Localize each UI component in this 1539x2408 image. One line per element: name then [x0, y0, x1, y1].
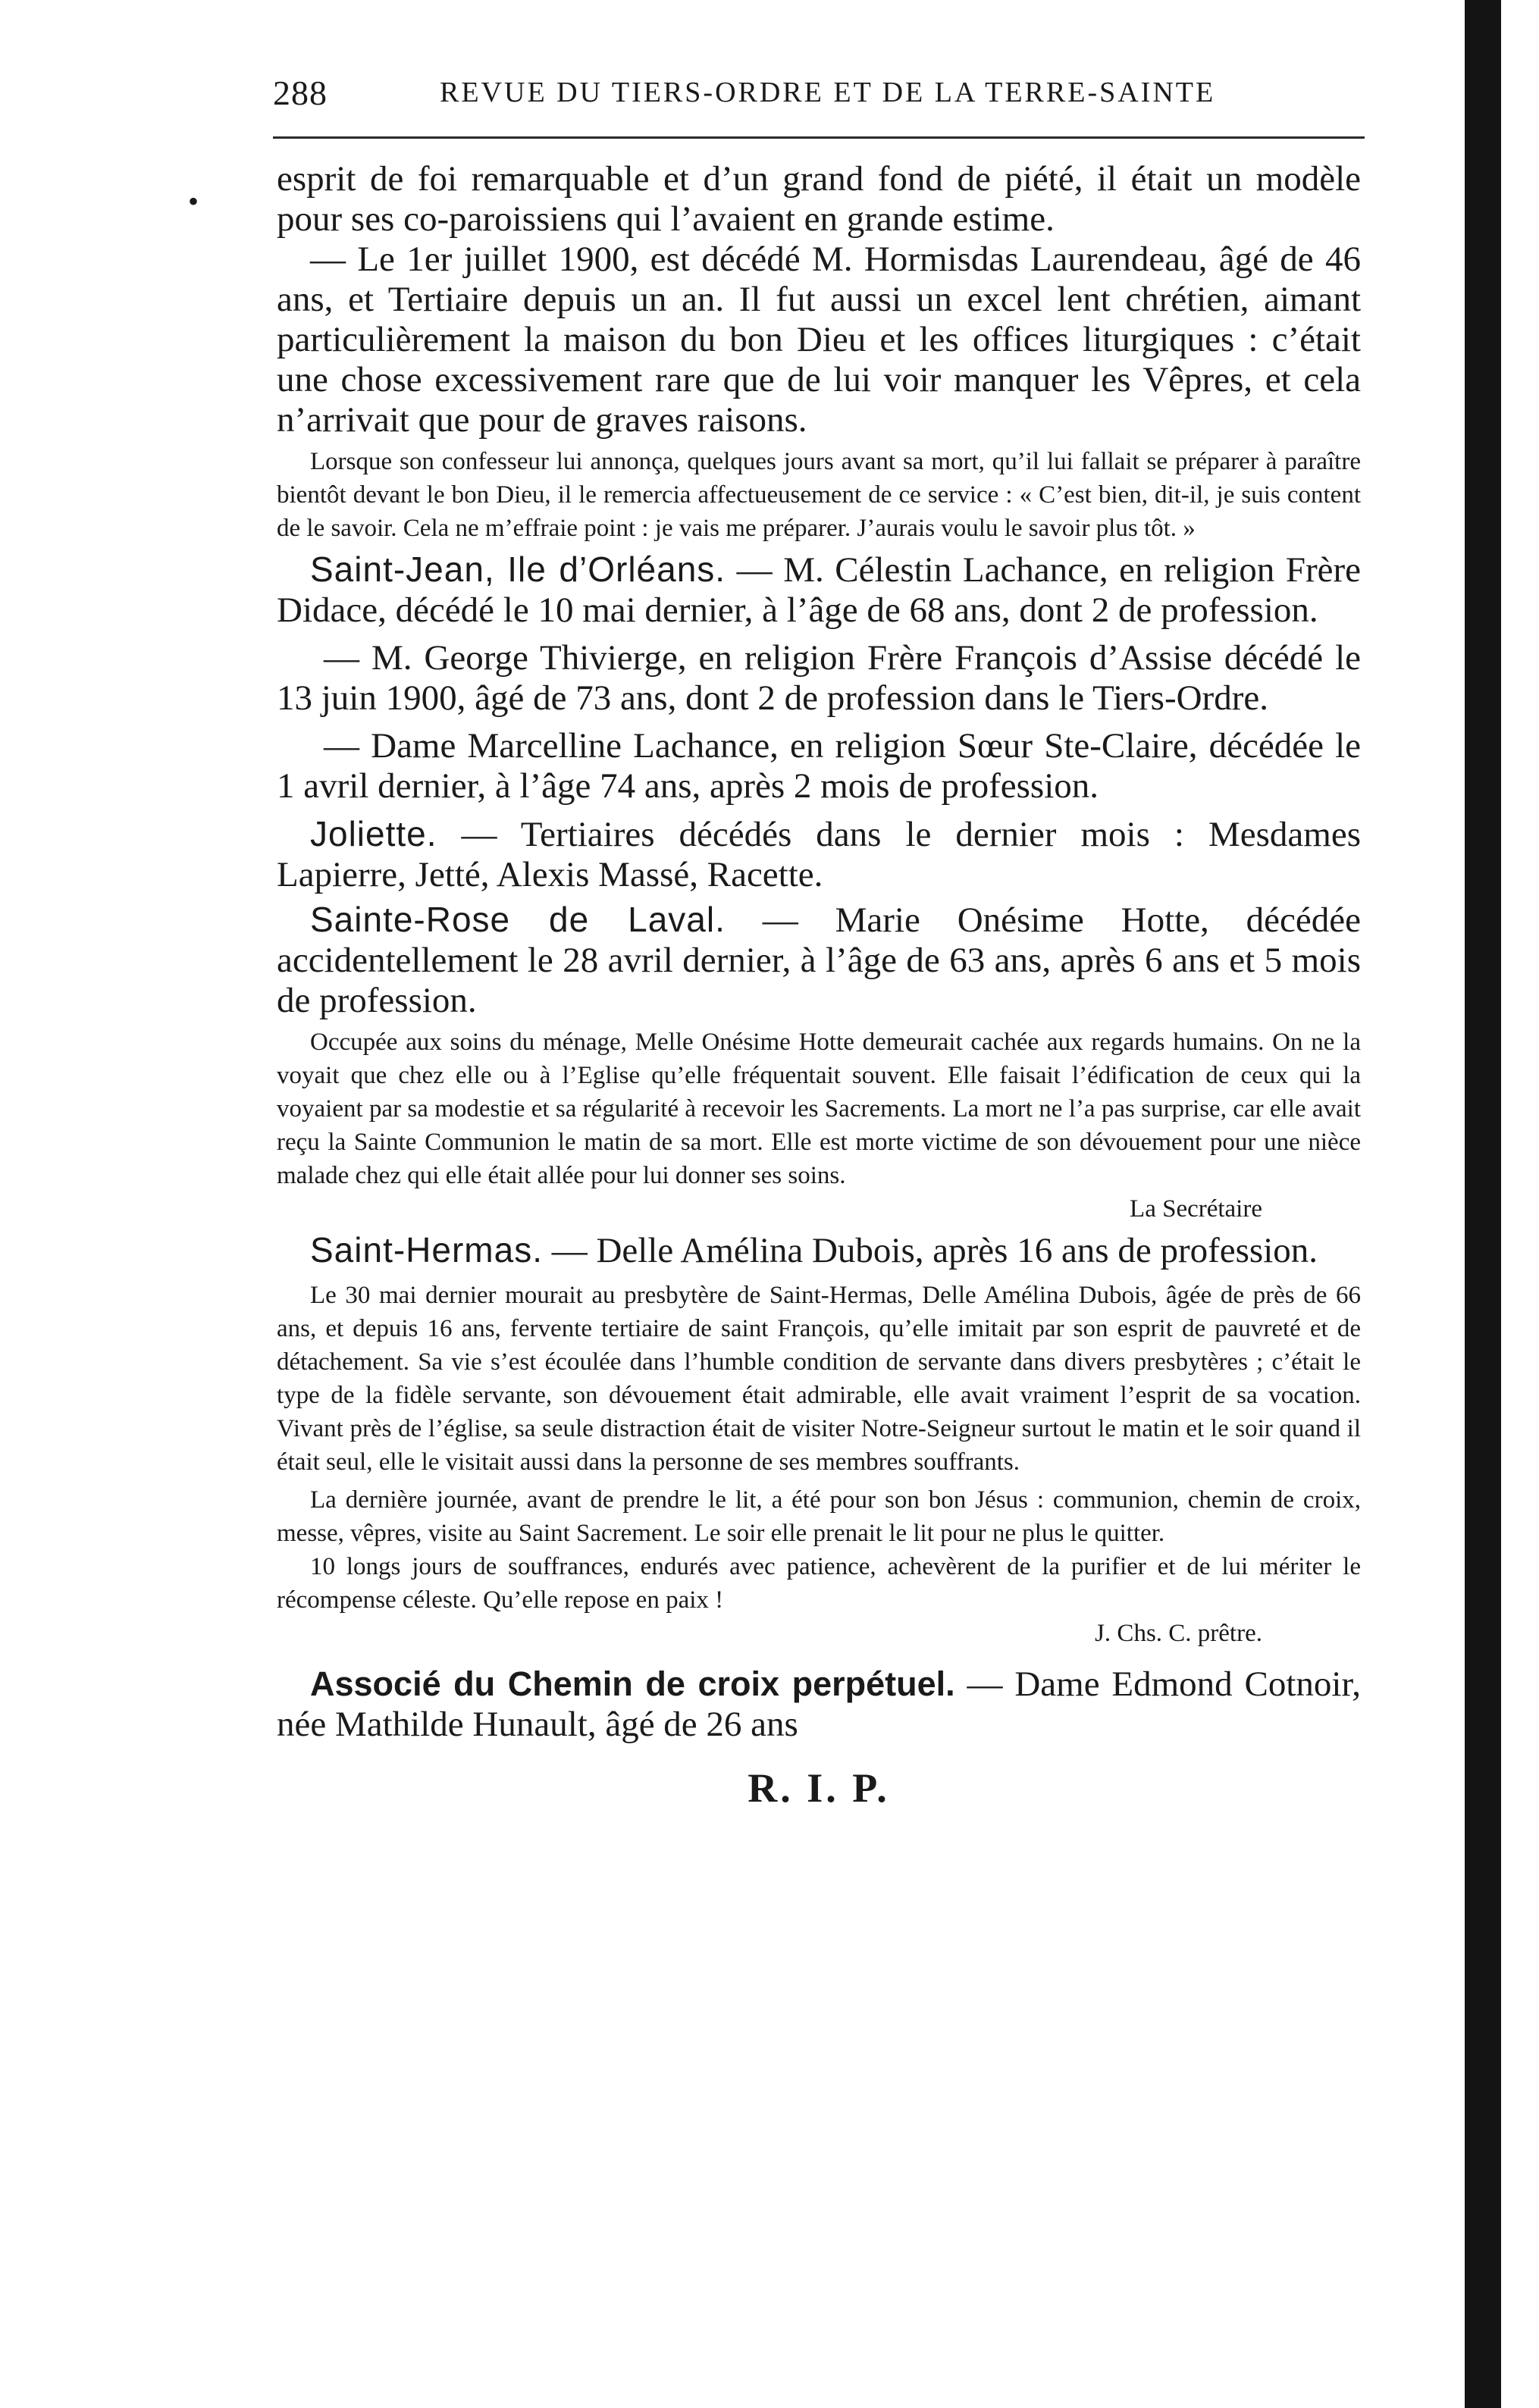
entry-text: — Marie Onésime Hotte, décédée accidentellement le 28 avril dernier, à l’âge de 63 ans, après 6 ans et 5 mois de profession.: [277, 900, 1361, 1020]
entry-text: — Dame Edmond Cotnoir, née Mathilde Hunault, âgé de 26 ans: [277, 1664, 1361, 1744]
page-number: 288: [273, 74, 328, 112]
place-heading: Sainte-Rose de Laval.: [310, 900, 726, 939]
signature-pretre: J. Chs. C. prêtre.: [1095, 1620, 1262, 1647]
page-header: [273, 73, 1365, 118]
paragraph-marcelline: — Dame Marcelline Lachance, en religion Sœur Ste-Claire, décédée le 1 avril dernier, à l’âge 74 ans, après 2 mois de profession.: [277, 726, 1361, 806]
paragraph-dubois: Le 30 mai dernier mourait au presbytère de Saint-Hermas, Delle Amélina Dubois, âgée de près de 66 ans, et depuis 16 ans, fervente tertiaire de saint François, qu’elle imitait par son esprit de pauvreté et de détachement. Sa vie s’est écoulée dans l’humble condition de servante dans divers presbytères ; c’était le type de la fidèle servante, son dévouement était admirable, elle avait vraiment l’esprit de sa vocation. Vivant près de l’église, sa seule distraction était de visiter Notre-Seigneur surtout le matin et le soir quand il était seul, elle le visitait aussi dans la personne de ses membres souffrants.: [277, 1282, 1361, 1476]
rip-closing: R. I. P.: [748, 1765, 890, 1811]
associe-heading: Associé du Chemin de croix perpétuel.: [310, 1664, 955, 1703]
entry-text: — M. Célestin Lachance, en religion Frère Didace, décédé le 10 mai dernier, à l’âge de 68 ans, dont 2 de profession.: [277, 550, 1361, 630]
entry-joliette: [277, 814, 1361, 895]
signature-secretaire: La Secrétaire: [1130, 1195, 1262, 1223]
entry-saint-hermas: [277, 1230, 1361, 1271]
header-rule: [273, 136, 1365, 139]
entry-sainte-rose: [277, 900, 1361, 1021]
scan-edge-bar: [1465, 0, 1501, 2408]
paragraph-1: esprit de foi remarquable et d’un grand fond de piété, il était un modèle pour ses co-paroissiens qui l’avaient en grande estime.: [277, 159, 1361, 239]
paragraph-thivierge: — M. George Thivierge, en religion Frère François d’Assise décédé le 13 juin 1900, âgé de 73 ans, dont 2 de profession dans le Tiers-Ordre.: [277, 638, 1361, 718]
paragraph-hotte: Occupée aux soins du ménage, Melle Onésime Hotte demeurait cachée aux regards humains. On ne la voyait que chez elle ou à l’Eglise qu’elle fréquentait souvent. Elle faisait l’édification de ceux qui la voyaient par sa modestie et sa régularité à recevoir les Sacrements. La mort ne l’a pas surprise, car elle avait reçu la Sainte Communion le matin de sa mort. Elle est morte victime de son dévouement pour une nièce malade chez qui elle était allée pour lui donner ses soins.: [277, 1029, 1361, 1189]
entry-saint-jean: [277, 550, 1361, 631]
entry-text: — Tertiaires décédés dans le dernier mois : Mesdames Lapierre, Jetté, Alexis Massé, Racette.: [277, 815, 1361, 894]
place-heading: Joliette.: [310, 814, 437, 853]
running-title: REVUE DU TIERS-ORDRE ET DE LA TERRE-SAINTE: [440, 77, 1216, 108]
paragraph-laurendeau: — Le 1er juillet 1900, est décédé M. Hormisdas Laurendeau, âgé de 46 ans, et Tertiaire depuis un an. Il fut aussi un excel lent chrétien, aimant particulièrement la maison du bon Dieu et les offices liturgiques : c’était une chose excessivement rare que de lui voir manquer les Vêpres, et cela n’arrivait que pour de graves raisons.: [277, 240, 1361, 440]
place-heading: Saint-Jean, Ile d’Orléans.: [310, 550, 726, 589]
paragraph-souffrances: 10 longs jours de souffrances, endurés avec patience, achevèrent de la purifier et de lui mériter le récompense céleste. Qu’elle repose en paix !: [277, 1553, 1361, 1614]
entry-associe: [277, 1664, 1361, 1745]
page-body: [277, 159, 1361, 1811]
paragraph-derniere-journee: La dernière journée, avant de prendre le lit, a été pour son bon Jésus : communion, chemin de croix, messe, vêpres, visite au Saint Sacrement. Le soir elle prenait le lit pour ne plus le quitter.: [277, 1486, 1361, 1547]
margin-mark: •: [188, 184, 199, 218]
place-heading: Saint-Hermas.: [310, 1230, 543, 1270]
paragraph-confesseur: Lorsque son confesseur lui annonça, quelques jours avant sa mort, qu’il lui fallait se préparer à paraître bientôt devant le bon Dieu, il le remercia affectueusement de ce service : « C’est bien, dit-il, je suis content de le savoir. Cela ne m’effraie point : je vais me préparer. J’aurais voulu le savoir plus tôt. »: [277, 448, 1361, 542]
entry-text: — Delle Amélina Dubois, après 16 ans de profession.: [542, 1231, 1318, 1270]
